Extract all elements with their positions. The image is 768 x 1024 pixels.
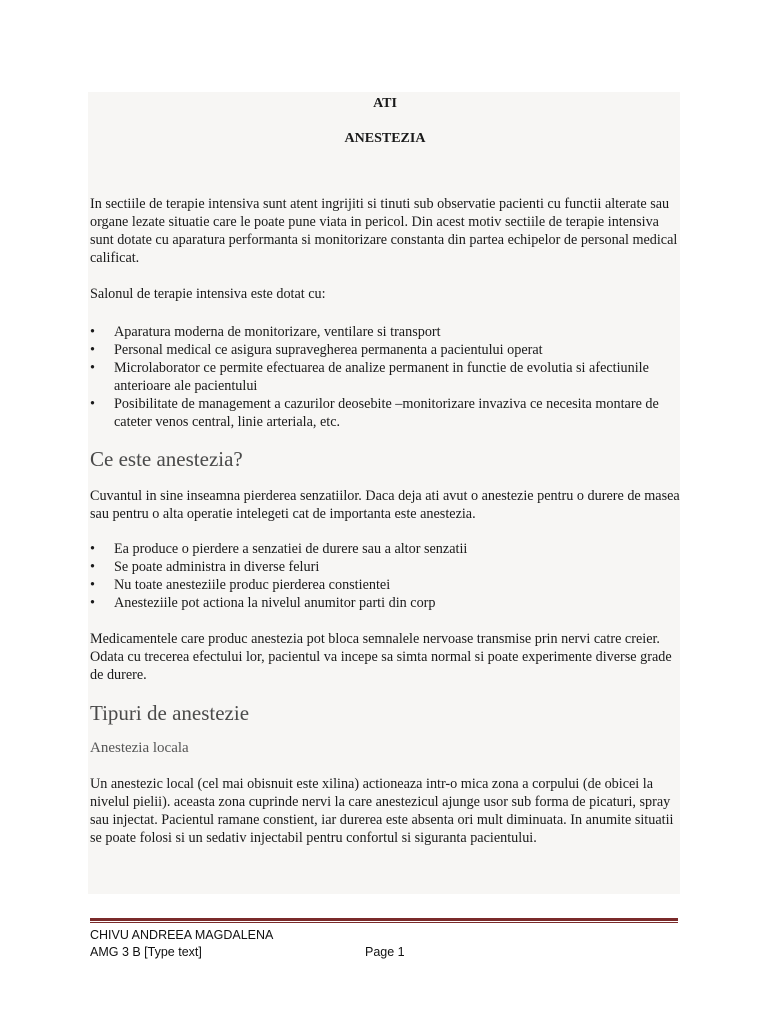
list-item: • Se poate administra in diverse feluri [90,558,680,576]
heading-tipuri-de-anestezie: Tipuri de anestezie [90,701,250,725]
document-title: ATI [373,96,397,111]
footer-class: AMG 3 B [Type text] [90,945,202,959]
anesthesia-facts-list [90,540,680,612]
medication-paragraph: Medicamentele care produc anestezia pot bloca semnalele nervoase transmise prin nervi catre creier. Odata cu trecerea efectului lor, pacientul va incepe sa simta normal si poate experimente diverse grade de durere. [90,631,672,683]
intro-paragraph: In sectiile de terapie intensiva sunt atent ingrijiti si tinuti sub observatie pacienti cu functii alterate sau organe lezate situatie care le poate pune viata in pericol. Din acest motiv sectiile de terapie intensiva sunt dotate cu aparatura performanta si monitorizare constanta din partea echipelor de personal medical calificat. [90,196,678,266]
list-item: • Personal medical ce asigura supravegherea permanenta a pacientului operat [90,341,680,359]
page-footer [90,927,678,961]
footer-author: CHIVU ANDREEA MAGDALENA [90,928,274,942]
heading-ce-este-anestezia: Ce este anestezia? [90,447,243,471]
list-item: • Microlaborator ce permite efectuarea de analize permanent in functie de evolutia si afectiunile anterioare ale pacientului [90,359,680,395]
list-item: • Ea produce o pierdere a senzatiei de durere sau a altor senzatii [90,540,680,558]
list-item: • Nu toate anesteziile produc pierderea constientei [90,576,680,594]
document-body [90,92,680,847]
salon-paragraph: Salonul de terapie intensiva este dotat cu: [90,286,326,302]
ce-paragraph: Cuvantul in sine inseamna pierderea senzatiilor. Daca deja ati avut o anestezie pentru o durere de masea sau pentru o alta operatie intelegeti cat de importanta este anestezia. [90,488,680,522]
local-anesthesia-paragraph: Un anestezic local (cel mai obisnuit este xilina) actioneaza intr-o mica zona a corpului (de obicei la nivelul pielii). aceasta zona cuprinde nervi la care anestezicul ajunge usor sub forma de picaturi, spray sau injectat. Pacientul ramane constient, iar durerea este absenta ori mult diminuata. In anumite situatii se poate folosi si un sedativ injectabil pentru confortul si siguranta pacientului. [90,776,674,846]
document-subtitle: ANESTEZIA [344,131,426,146]
page-number: Page 1 [365,945,405,959]
list-item: • Posibilitate de management a cazurilor deosebite –monitorizare invaziva ce necesita montare de cateter venos central, linie arteriala, etc. [90,395,680,431]
equipment-list [90,323,680,431]
list-item: • Anesteziile pot actiona la nivelul anumitor parti din corp [90,594,680,612]
subheading-anestezia-locala: Anestezia locala [90,740,189,756]
list-item: • Aparatura moderna de monitorizare, ventilare si transport [90,323,680,341]
footer-divider [90,918,678,923]
